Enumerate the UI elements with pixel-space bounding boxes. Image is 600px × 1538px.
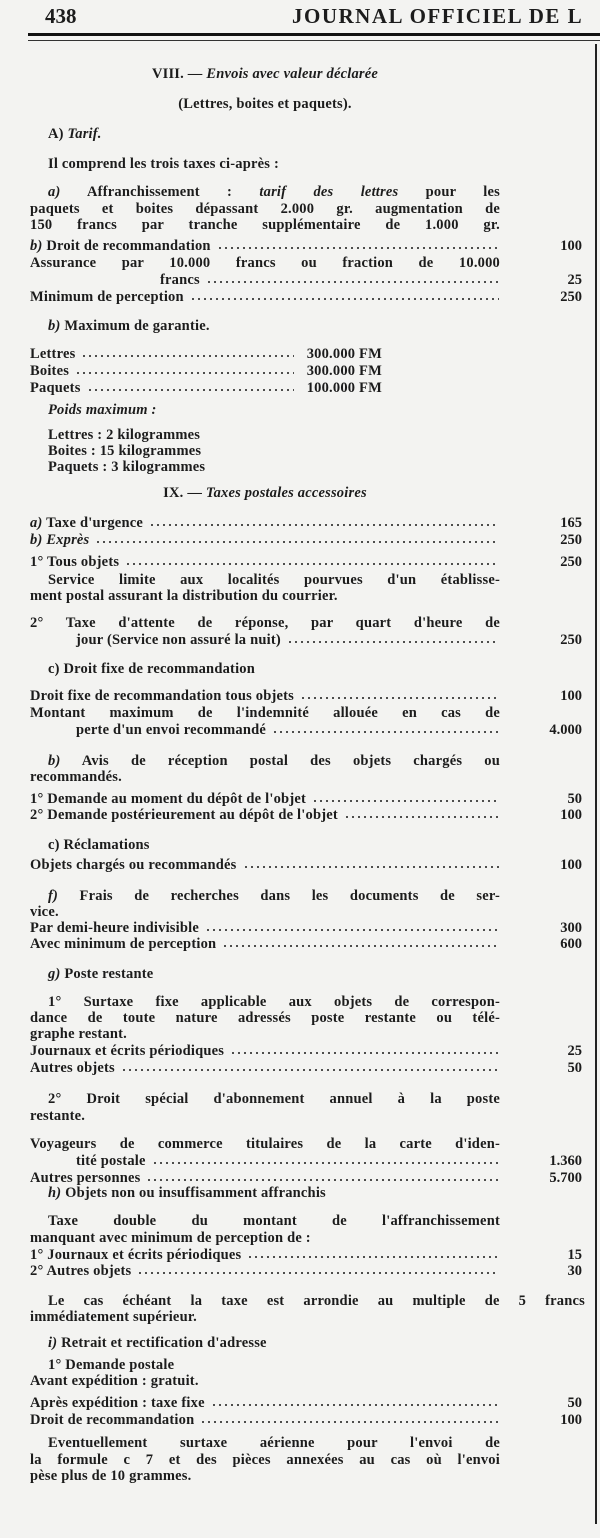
row-value: 15 (567, 1247, 582, 1263)
text-line: Eventuellement surtaxe aérienne pour l'envoi de (48, 1435, 500, 1451)
row-label: 1° Demande au moment du dépôt de l'objet (30, 791, 307, 807)
italic-text: Poids maximum : (48, 402, 157, 418)
text: Taxe d'urgence (46, 515, 143, 531)
row-label: 2° Demande postérieurement au dépôt de l'objet (30, 807, 338, 823)
item-letter: b) (48, 753, 61, 769)
text: pour les (425, 184, 501, 200)
tarif-letter: A) (48, 126, 64, 142)
item-letter: b) (30, 238, 43, 254)
row-label: Lettres (30, 346, 76, 362)
section-title: Taxes postales accessoires (205, 485, 367, 501)
dot-leader (230, 1051, 499, 1055)
text-line: Service limite aux localités pourvues d'un établisse- (48, 572, 500, 588)
row-label: Paquets (30, 380, 81, 396)
affranchissement-line-3: 150 francs par tranche supplémentaire de 1.000 gr. (30, 217, 500, 233)
dot-leader (200, 1420, 499, 1424)
row-label: Journaux et écrits périodiques (30, 1043, 225, 1059)
italic-text: Exprès (46, 532, 90, 548)
row-label: 2° Autres objets (30, 1263, 132, 1279)
affranchissement-line-2: paquets et boites dépassant 2.000 gr. augmentation de (30, 201, 500, 217)
text-line: recommandés. (30, 769, 122, 785)
row-label (30, 515, 143, 532)
row-label: Droit de recommandation (30, 1412, 195, 1428)
row-label: Boites (30, 363, 70, 379)
text-line: pèse plus de 10 grammes. (30, 1468, 192, 1484)
dot-leader (75, 371, 294, 375)
poids-line: Lettres : 2 kilogrammes (48, 427, 201, 443)
dot-leader (95, 540, 499, 544)
poids-line: Paquets : 3 kilogrammes (48, 459, 206, 475)
row-value: 25 (567, 272, 582, 288)
intro-text: Il comprend les trois taxes ci-après : (48, 156, 279, 172)
row-value: 300.000 FM (306, 363, 382, 379)
leader-row (30, 346, 382, 363)
row-label: Par demi-heure indivisible (30, 920, 200, 936)
row-value: 25 (567, 1043, 582, 1059)
leader-row (30, 289, 500, 306)
affranchissement-line-1 (30, 184, 500, 201)
dot-leader (121, 1068, 499, 1072)
row-value: 300 (560, 920, 582, 936)
leader-row (30, 1395, 500, 1412)
text-line: Le cas échéant la taxe est arrondie au multiple de 5 francs (48, 1293, 585, 1309)
row-label: Autres personnes (30, 1170, 141, 1186)
page-number: 438 (45, 4, 77, 28)
row-value: 50 (567, 1395, 582, 1411)
text: Frais de recherches dans les documents de ser- (79, 888, 500, 904)
dot-leader (146, 1178, 499, 1182)
leader-row (30, 1263, 500, 1280)
row-value: 1.360 (549, 1153, 582, 1169)
row-label: Droit fixe de recommandation tous objets (30, 688, 295, 704)
dot-leader (300, 696, 499, 700)
tarif-title: Tarif. (67, 126, 102, 142)
row-label: Autres objets (30, 1060, 115, 1076)
dot-leader (125, 562, 499, 566)
row-label: 1° Journaux et écrits périodiques (30, 1247, 242, 1263)
dot-leader (152, 1161, 499, 1165)
poids-line: Boites : 15 kilogrammes (48, 443, 202, 459)
row-label (30, 532, 89, 549)
item-letter: g) (48, 966, 61, 982)
leader-row (30, 272, 500, 289)
item-letter: h) (48, 1185, 62, 1201)
row-label: tité postale (76, 1153, 146, 1169)
subsection-heading: c) Réclamations (48, 837, 150, 853)
text-line: Avant expédition : gratuit. (30, 1373, 199, 1389)
row-value: 100 (560, 238, 582, 254)
text-line: 1° Demande postale (48, 1357, 175, 1373)
dot-leader (344, 815, 499, 819)
text-line: vice. (30, 904, 59, 920)
row-value: 600 (560, 936, 582, 952)
row-label: francs (160, 272, 200, 288)
italic-text: tarif des lettres (259, 184, 399, 200)
leader-row (30, 1153, 500, 1170)
item-letter: f) (48, 888, 59, 904)
dot-leader (87, 388, 294, 392)
row-value: 250 (560, 532, 582, 548)
leader-row (30, 791, 500, 808)
dot-leader (81, 354, 293, 358)
leader-row (30, 1043, 500, 1060)
item-letter: i) (48, 1335, 58, 1351)
dot-leader (206, 280, 499, 284)
row-value: 30 (567, 1263, 582, 1279)
row-value: 100 (560, 807, 582, 823)
header-rule-thin (28, 40, 600, 41)
subsection-heading: c) Droit fixe de recommandation (48, 661, 256, 677)
row-value: 5.700 (549, 1170, 582, 1186)
leader-row (30, 688, 500, 705)
text-line: Montant maximum de l'indemnité allouée en cas de (30, 705, 500, 721)
row-label: Objets chargés ou recommandés (30, 857, 237, 873)
row-label: Avec minimum de perception (30, 936, 217, 952)
subsection-heading (30, 1185, 518, 1202)
subsection-heading (30, 1335, 518, 1352)
leader-row (30, 936, 500, 953)
section-number: IX. — (163, 485, 203, 501)
section-viii-heading (30, 66, 500, 83)
section-viii-subtitle: (Lettres, boites et paquets). (178, 96, 352, 112)
dot-leader (243, 865, 500, 869)
row-value: 165 (560, 515, 582, 531)
subsection-heading (30, 966, 518, 983)
leader-row (30, 807, 500, 824)
tarif-heading (30, 126, 518, 143)
text-line: Assurance par 10.000 francs ou fraction de 10.000 (30, 255, 500, 271)
leader-row (30, 857, 500, 874)
header-rule-thick (28, 33, 600, 36)
row-label (30, 238, 211, 255)
item-letter: a) (48, 184, 61, 200)
leader-row (30, 1060, 500, 1077)
dot-leader (247, 1255, 499, 1259)
row-label: 1° Tous objets (30, 554, 120, 570)
dot-leader (205, 928, 499, 932)
text-line (30, 888, 500, 905)
leader-row (30, 632, 500, 649)
text-line: ment postal assurant la distribution du courrier. (30, 588, 338, 604)
row-label: perte d'un envoi recommandé (76, 722, 266, 738)
row-value: 100 (560, 1412, 582, 1428)
row-value: 100 (560, 857, 582, 873)
text-line: graphe restant. (30, 1026, 127, 1042)
text-line: 2° Taxe d'attente de réponse, par quart d'heure de (30, 615, 500, 631)
item-letter: a) (30, 515, 43, 531)
text-line: la formule c 7 et des pièces annexées au cas où l'envoi (30, 1452, 500, 1468)
leader-row (30, 380, 382, 397)
row-value: 100 (560, 688, 582, 704)
text: Objets non ou insuffisamment affranchis (65, 1185, 326, 1201)
text-line: 1° Surtaxe fixe applicable aux objets de correspon- (48, 994, 500, 1010)
text-line: Taxe double du montant de l'affranchissement (48, 1213, 500, 1229)
text: Affranchissement : (87, 184, 233, 200)
column-rule (595, 44, 597, 1524)
dot-leader (137, 1271, 499, 1275)
text-line: 2° Droit spécial d'abonnement annuel à la poste (48, 1091, 500, 1107)
leader-row (30, 554, 500, 571)
dot-leader (287, 640, 499, 644)
row-value: 250 (560, 289, 582, 305)
row-value: 50 (567, 1060, 582, 1076)
dot-leader (272, 730, 499, 734)
row-label: Après expédition : taxe fixe (30, 1395, 205, 1411)
garantie-heading (30, 318, 518, 335)
dot-leader (312, 799, 499, 803)
leader-row (30, 1247, 500, 1264)
leader-row (30, 532, 500, 549)
text: Maximum de garantie. (64, 318, 210, 334)
text-line: manquant avec minimum de perception de : (30, 1230, 311, 1246)
leader-row (30, 363, 382, 380)
row-value: 250 (560, 632, 582, 648)
journal-title: JOURNAL OFFICIEL DE L (292, 4, 584, 28)
section-title: Envois avec valeur déclarée (206, 66, 379, 82)
row-label: jour (Service non assuré la nuit) (76, 632, 281, 648)
dot-leader (149, 523, 499, 527)
text: Poste restante (64, 966, 154, 982)
row-value: 100.000 FM (306, 380, 382, 396)
text-line: dance de toute nature adressés poste restante ou télé- (30, 1010, 500, 1026)
leader-row (30, 722, 500, 739)
row-value: 300.000 FM (306, 346, 382, 362)
dot-leader (211, 1403, 499, 1407)
poids-heading (30, 402, 518, 419)
dot-leader (222, 944, 499, 948)
text: Retrait et rectification d'adresse (61, 1335, 267, 1351)
leader-row (30, 515, 500, 532)
section-ix-heading (30, 485, 500, 502)
section-number: VIII. — (151, 66, 203, 82)
item-letter: b) (30, 532, 43, 548)
dot-leader (217, 246, 499, 250)
text-line: immédiatement supérieur. (30, 1309, 197, 1325)
leader-row (30, 1412, 500, 1429)
leader-row (30, 920, 500, 937)
dot-leader (190, 297, 499, 301)
row-value: 50 (567, 791, 582, 807)
row-value: 4.000 (549, 722, 582, 738)
leader-row (30, 238, 500, 255)
text-line: restante. (30, 1108, 86, 1124)
text-line: Voyageurs de commerce titulaires de la carte d'iden- (30, 1136, 500, 1152)
text: Droit de recommandation (46, 238, 211, 254)
text-line (30, 753, 500, 770)
row-value: 250 (560, 554, 582, 570)
text: Avis de réception postal des objets chargés ou (81, 753, 500, 769)
item-letter: b) (48, 318, 61, 334)
row-label: Minimum de perception (30, 289, 184, 305)
